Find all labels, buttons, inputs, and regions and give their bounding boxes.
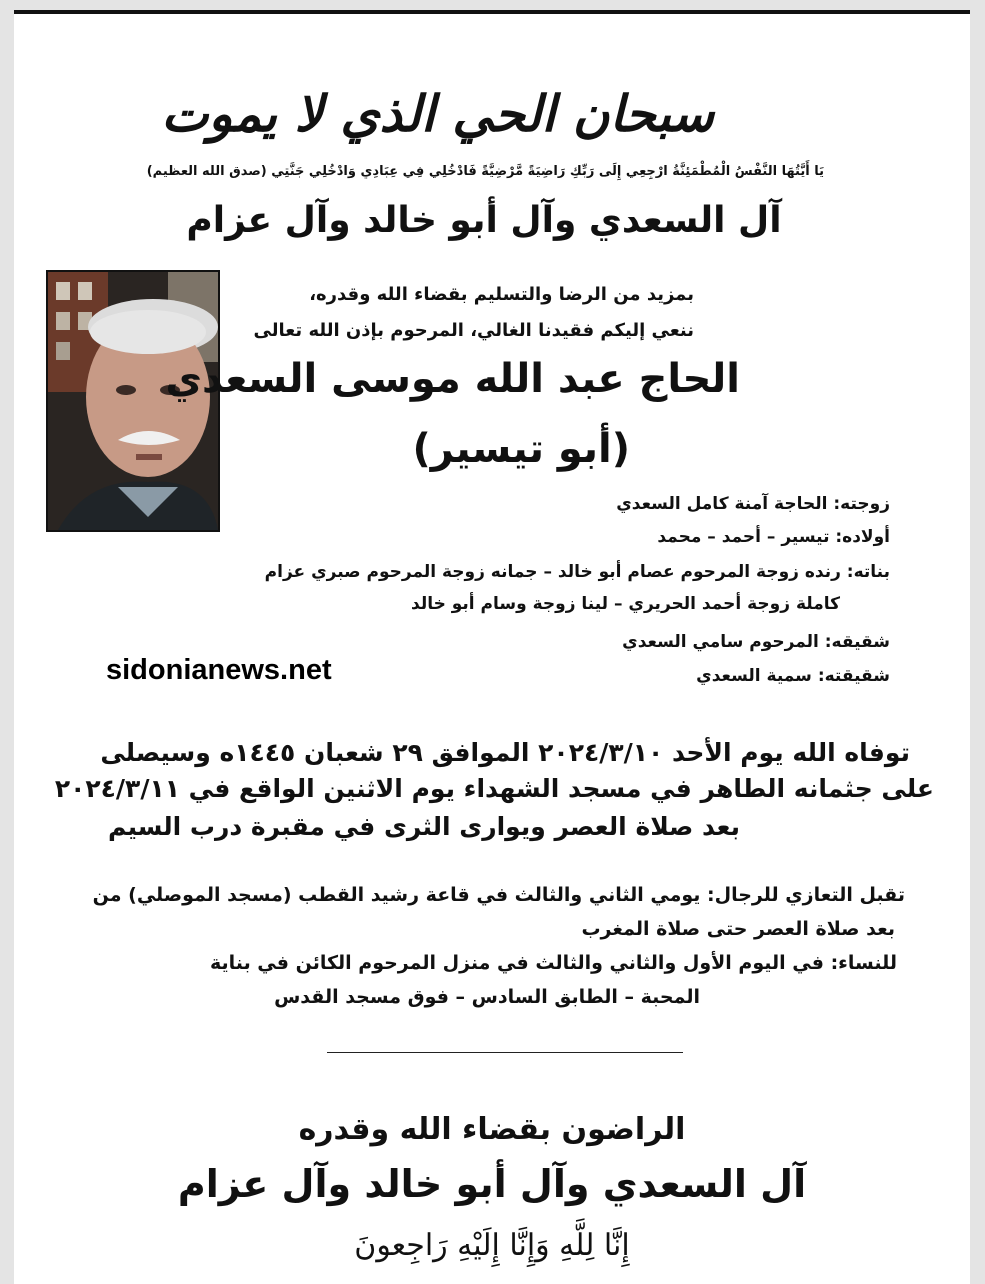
section-divider	[327, 1052, 683, 1053]
announcement-line-1: بمزيد من الرضا والتسليم بقضاء الله وقدره،	[309, 284, 694, 305]
death-details-line-3: بعد صلاة العصر ويوارى الثرى في مقبرة درب السيم	[107, 812, 740, 841]
families-title-top: آل السعدي وآل أبو خالد وآل عزام	[186, 200, 782, 241]
condolences-men-line-2: بعد صلاة العصر حتى صلاة المغرب	[581, 918, 895, 940]
deceased-name: الحاج عبد الله موسى السعدي	[165, 356, 740, 402]
footer-raadoun: الراضون بقضاء الله وقدره	[298, 1112, 686, 1147]
death-details-line-2: على جثمانه الطاهر في مسجد الشهداء يوم الاثنين الواقع في ٢٠٢٤/٣/١١	[54, 774, 934, 803]
relative-sons: أولاده: تيسير – أحمد – محمد	[657, 527, 890, 547]
calligraphy-header: سبحان الحي الذي لا يموت	[161, 84, 714, 143]
relative-wife: زوجته: الحاجة آمنة كامل السعدي	[616, 494, 890, 514]
condolences-men-line-1: تقبل التعازي للرجال: يومي الثاني والثالث في قاعة رشيد القطب (مسجد الموصلي) من	[92, 884, 905, 906]
condolences-women-line-2: المحبة – الطابق السادس – فوق مسجد القدس	[274, 986, 700, 1008]
obituary-sheet	[14, 10, 970, 1284]
relative-daughters-line-2: كاملة زوجة أحمد الحريري – لينا زوجة وسام أبو خالد	[411, 594, 840, 614]
relative-brother: شقيقه: المرحوم سامي السعدي	[622, 632, 890, 652]
death-details-line-1: توفاه الله يوم الأحد ٢٠٢٤/٣/١٠ الموافق ٢٩ شعبان ١٤٤٥ه وسيصلى	[100, 738, 910, 767]
deceased-nickname: (أبو تيسير)	[412, 426, 630, 472]
quran-verse: يَا أَيَّتُهَا النَّفْسُ الْمُطْمَئِنَّةُ ارْجِعِي إِلَى رَبِّكِ رَاضِيَةً مَّرْضِيَّةً فَادْخُلِي فِي عِبَادِي وَادْخُلِي جَنَّتِي (صدق الله العظيم)	[146, 164, 824, 179]
innalillah-phrase: إِنَّا لِلَّهِ وَإِنَّا إِلَيْهِ رَاجِعونَ	[354, 1228, 630, 1263]
announcement-line-2: ننعي إليكم فقيدنا الغالي، المرحوم بإذن الله تعالى	[253, 320, 694, 341]
families-title-bottom: آل السعدي وآل أبو خالد وآل عزام	[177, 1162, 807, 1206]
site-watermark: sidonianews.net	[106, 654, 332, 686]
relative-daughters-line-1: بناته: رنده زوجة المرحوم عصام أبو خالد – جمانه زوجة المرحوم صبري عزام	[264, 562, 890, 582]
relative-sister: شقيقته: سمية السعدي	[696, 666, 890, 686]
condolences-women-line-1: للنساء: في اليوم الأول والثاني والثالث في منزل المرحوم الكائن في بناية	[210, 952, 897, 974]
